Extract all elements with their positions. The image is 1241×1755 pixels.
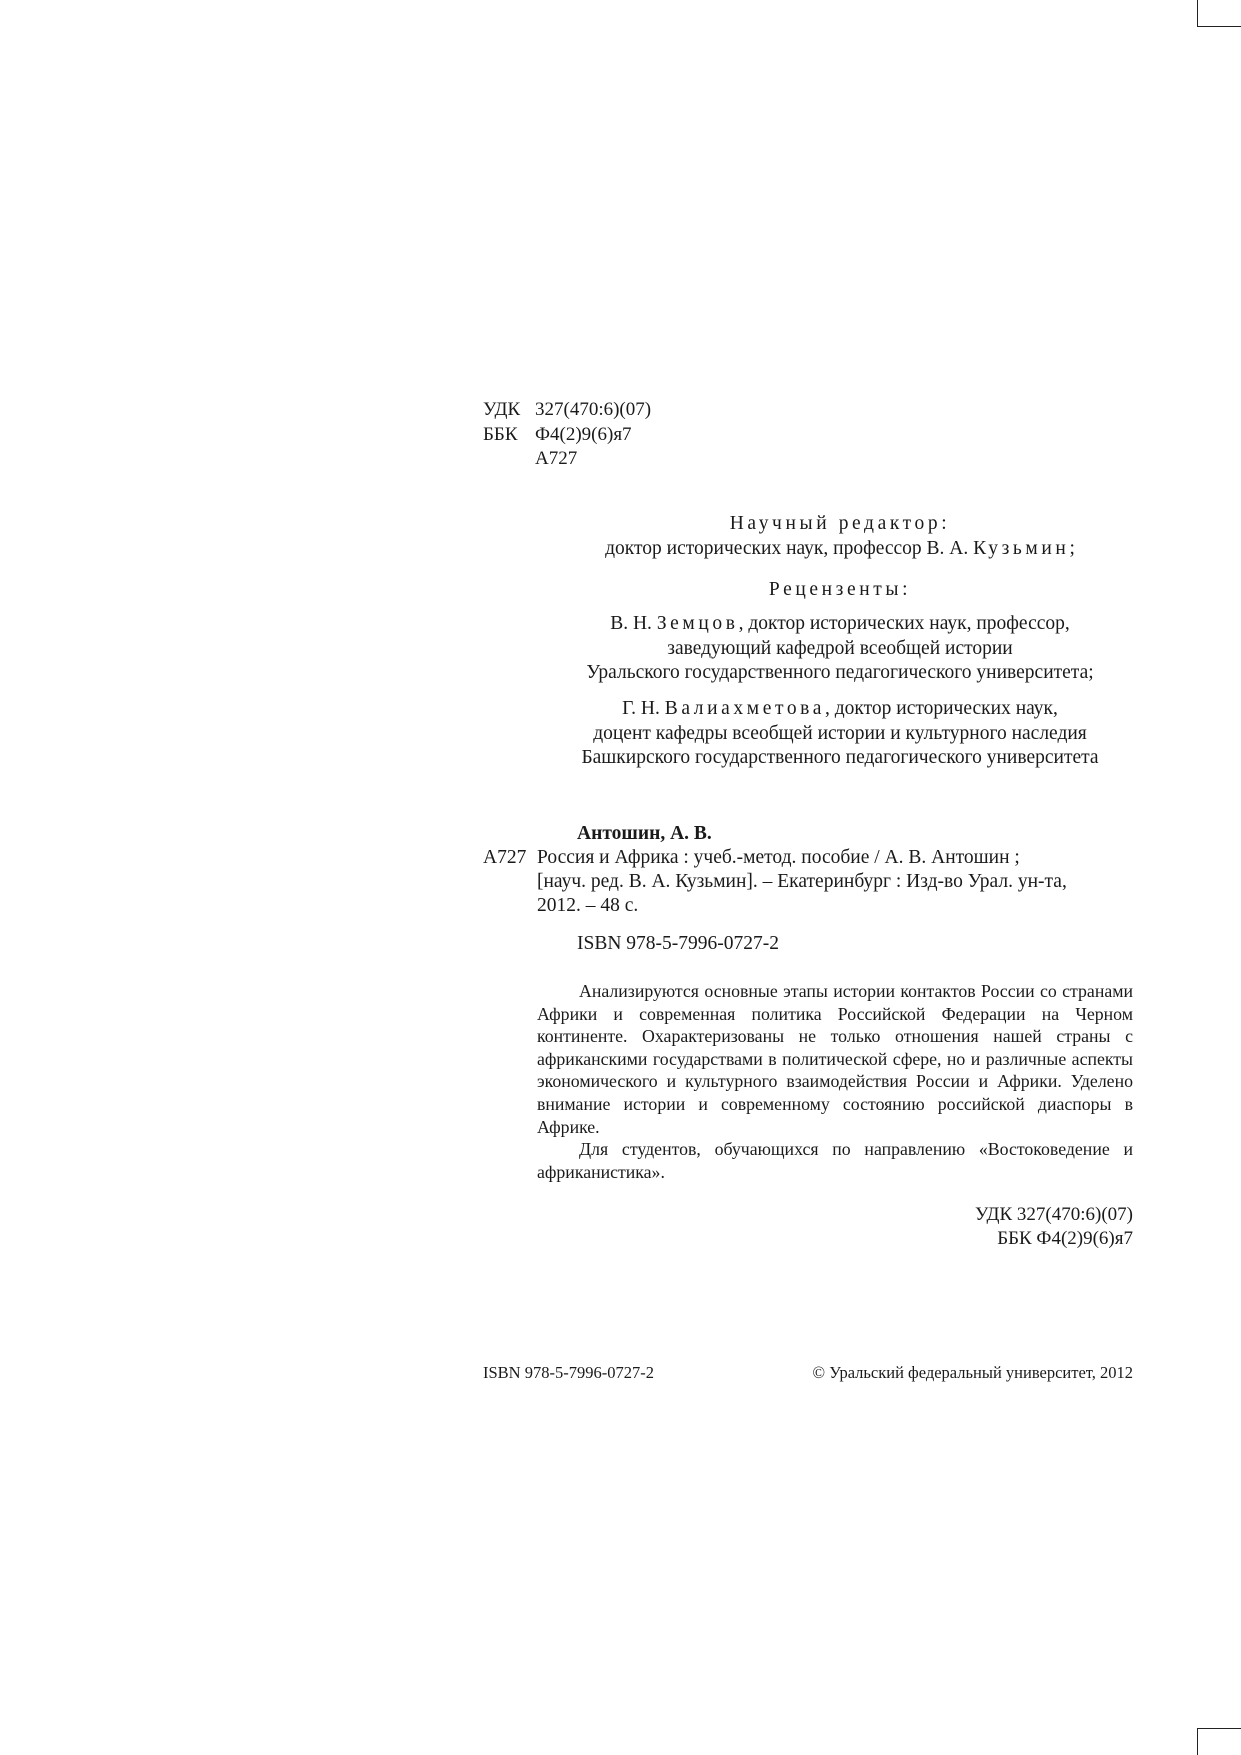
author-mark: А727 — [535, 448, 578, 469]
indices-bottom — [800, 1203, 1133, 1251]
bbk-label: ББК — [483, 423, 518, 445]
udk-label: УДК — [483, 399, 521, 420]
book-author: Антошин, А. В. — [577, 823, 712, 844]
reviewers-block — [560, 578, 1120, 603]
author-mark-row — [483, 447, 651, 472]
reviewer-1: В. Н. Земцов, доктор исторических наук, профессор, заведующий кафедрой всеобщей истории Уральского государственного педагогического университета; — [586, 613, 1094, 683]
crop-mark-bottom-h — [1197, 1728, 1241, 1729]
annotation — [537, 980, 1133, 1183]
footer-copyright: © Уральский федеральный университет, 2012 — [812, 1363, 1133, 1382]
udk-value: 327(470:6)(07) — [535, 399, 652, 420]
crop-mark-top — [1197, 0, 1198, 26]
book-description-line: Россия и Африка : учеб.-метод. пособие / А. В. Антошин ; — [537, 847, 1020, 868]
book-code: А727 — [483, 847, 527, 868]
reviewer-2-surname: Валиахметова — [664, 698, 825, 719]
reviewers-heading: Рецензенты: — [768, 579, 912, 600]
book-isbn: ISBN 978-5-7996-0727-2 — [577, 933, 780, 954]
bibliographic-record — [483, 822, 1133, 956]
editor-block — [560, 512, 1120, 561]
footer-isbn: ISBN 978-5-7996-0727-2 — [483, 1363, 654, 1382]
bbk-value: Ф4(2)9(6)я7 — [535, 423, 632, 445]
editor-line: доктор исторических наук, профессор В. А. Кузьмин; — [605, 537, 1075, 559]
reviewer-1-surname: Земцов — [656, 613, 739, 634]
bbk-row — [483, 423, 651, 448]
udk-bottom: УДК 327(470:6)(07) — [974, 1204, 1133, 1225]
crop-mark-bottom — [1197, 1728, 1198, 1755]
book-description-line: 2012. – 48 с. — [537, 895, 639, 916]
reviewer-2: Г. Н. Валиахметова, доктор исторических наук, доцент кафедры всеобщей истории и культурного наследия Башкирского государственного педагогического университета — [581, 698, 1099, 768]
annotation-paragraph: Анализируются основные этапы истории контактов России со странами Африки и современная политика Российской Федерации на Черном континенте. Охарактеризованы не только отношения нашей страны с африканскими государствами в политической сфере, но и различные аспекты экономического и культурного взаимодействия России и Африки. Уделено внимание истории и современному состоянию российской диаспоры в Африке. — [537, 981, 1133, 1137]
bbk-bottom: ББК Ф4(2)9(6)я7 — [997, 1228, 1133, 1249]
editor-name: Кузьмин — [973, 537, 1070, 559]
annotation-paragraph: Для студентов, обучающихся по направлению «Востоковедение и африканистика». — [537, 1139, 1133, 1182]
book-description-line: [науч. ред. В. А. Кузьмин]. – Екатеринбург : Изд-во Урал. ун-та, — [537, 871, 1067, 892]
classification-block — [483, 398, 651, 472]
udk-row — [483, 398, 651, 423]
editor-heading: Научный редактор: — [729, 513, 951, 534]
crop-mark-top-h — [1197, 26, 1241, 27]
